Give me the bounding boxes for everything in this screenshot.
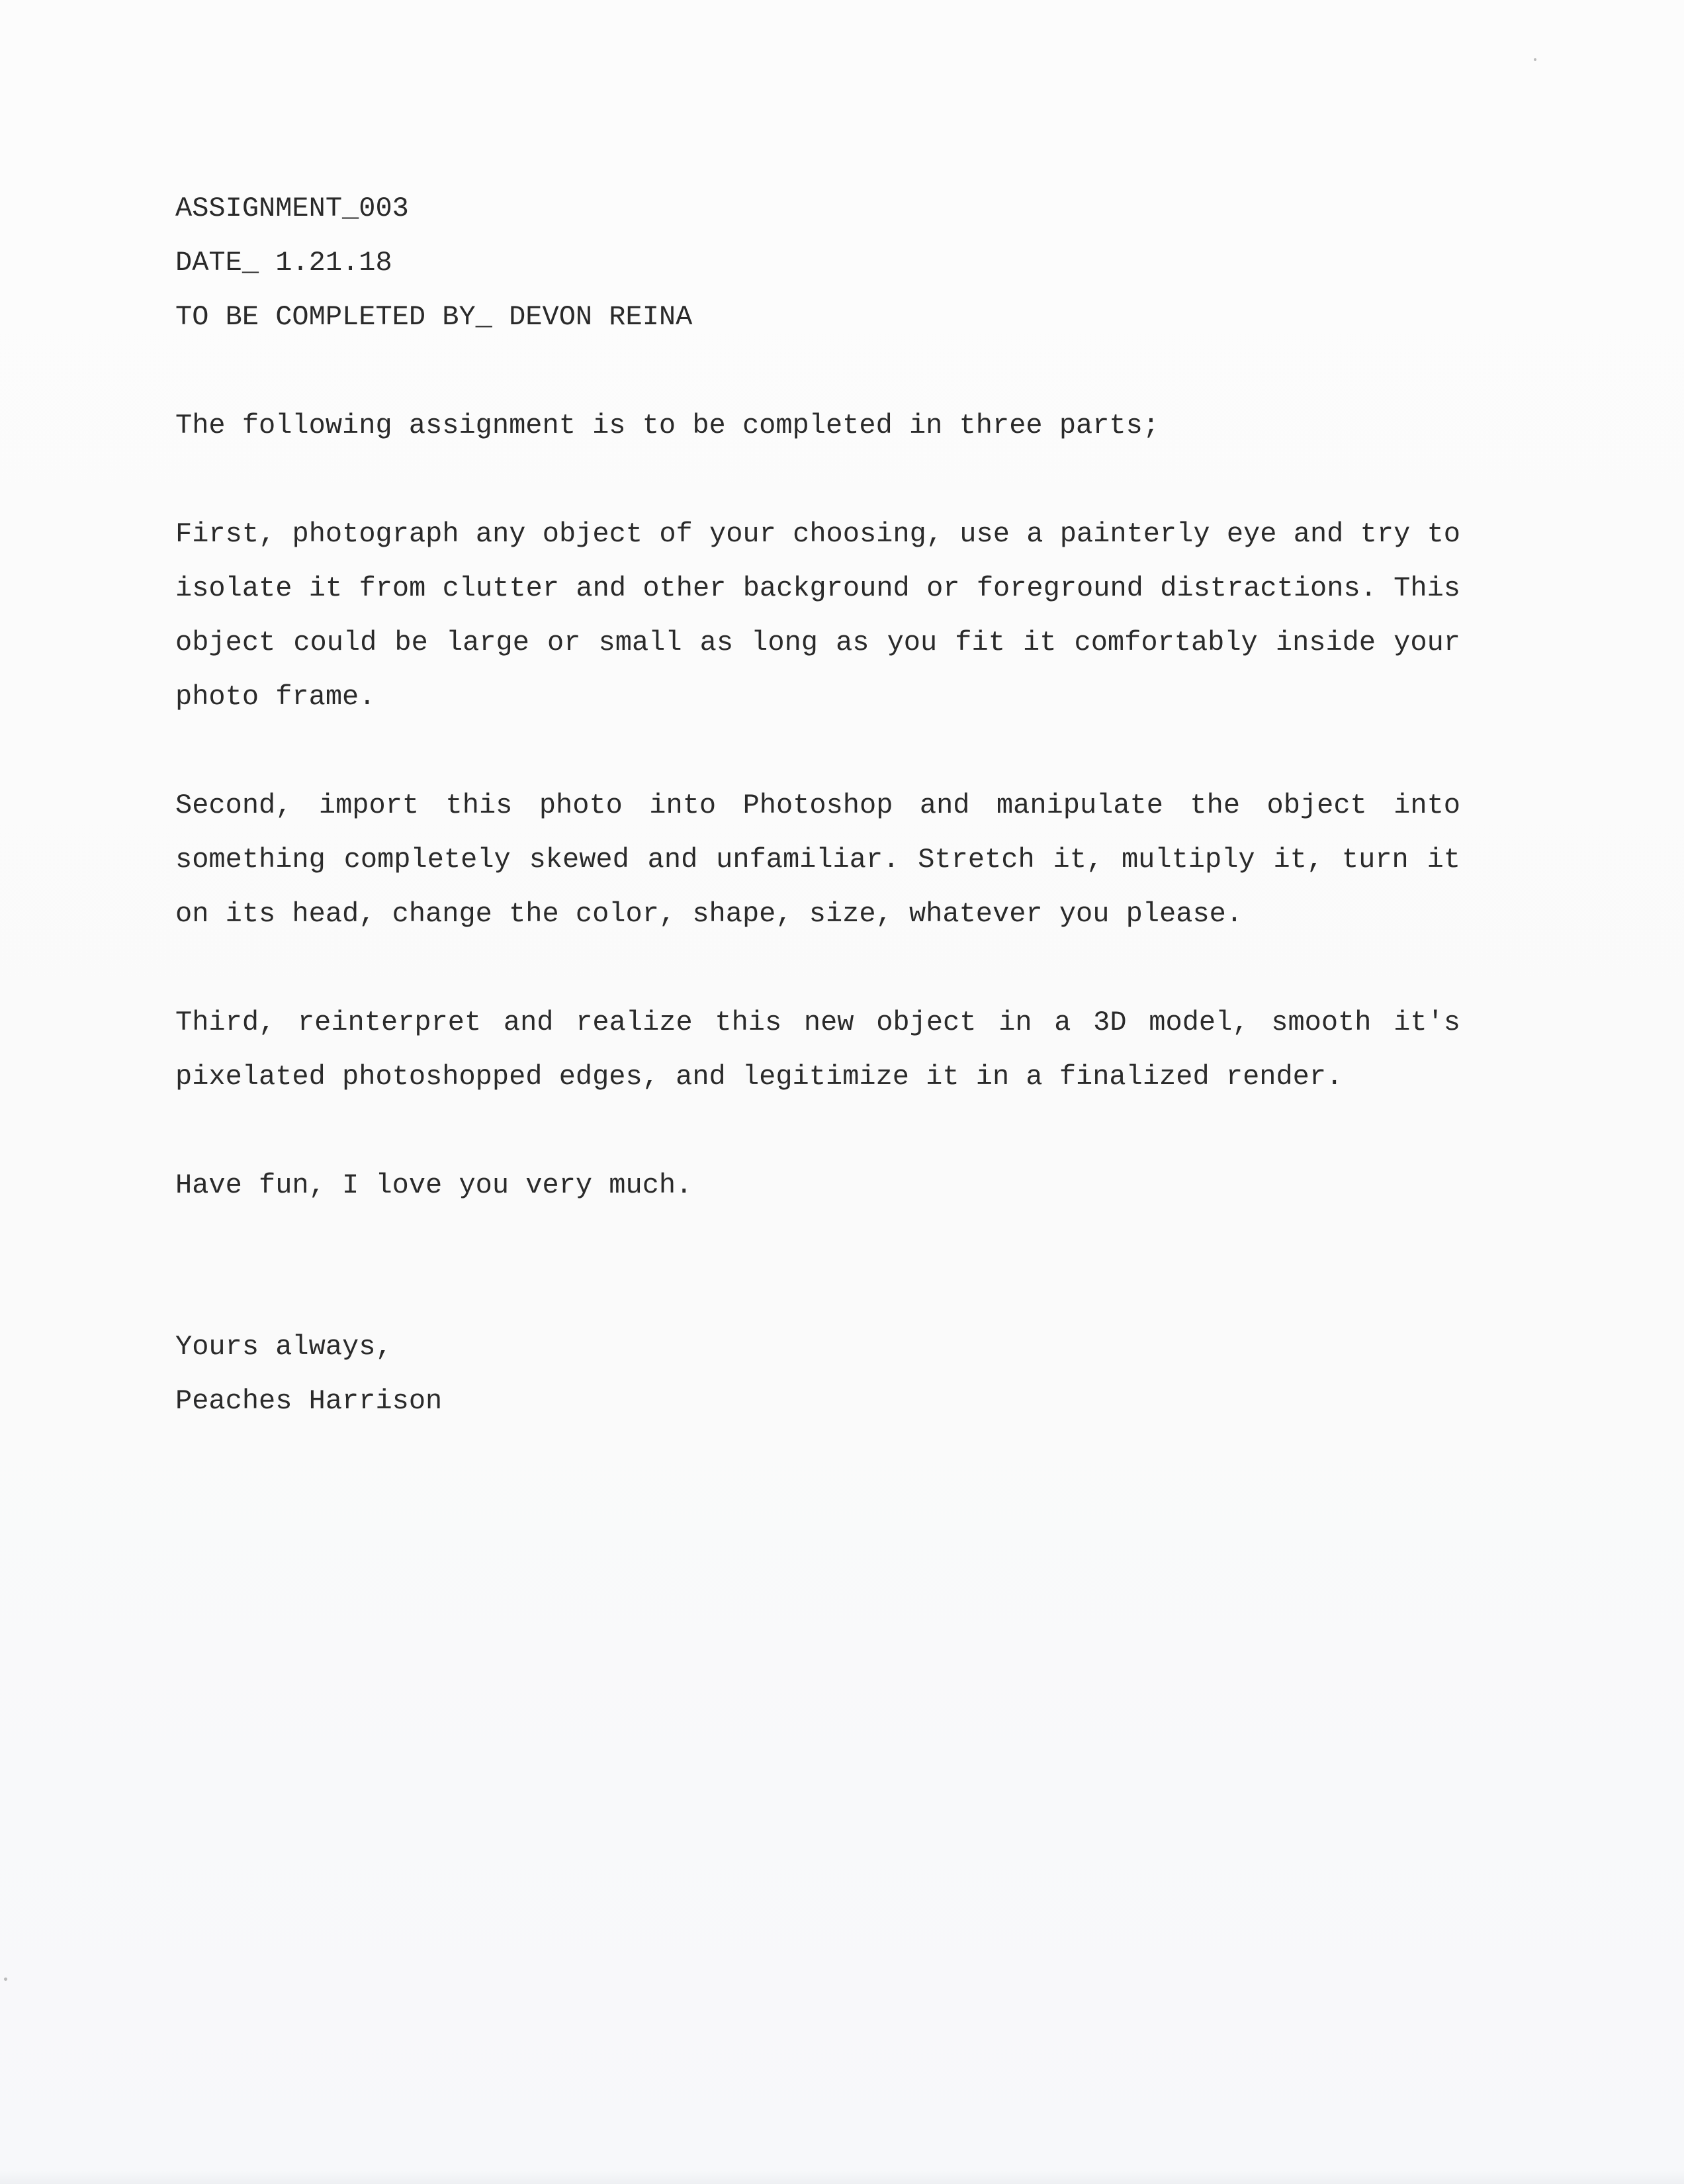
signature-name: Peaches Harrison (175, 1385, 443, 1417)
intro-paragraph: The following assignment is to be completed in three parts; (175, 410, 1160, 441)
part-two-paragraph: Second, import this photo into Photoshop and manipulate the object into something completely skewed and unfamiliar. Stretch it, multiply it, turn it on its head, change the color, shape, size, whatever you please. (175, 790, 1460, 930)
part-one-paragraph: First, photograph any object of your choosing, use a painterly eye and try to isolate it from clutter and other background or foreground distractions. This object could be large or small as long as you fit it comfortably inside your photo frame. (175, 518, 1460, 713)
scan-bottom-edge (0, 2171, 1684, 2184)
assignment-date: DATE_ 1.21.18 (175, 247, 392, 279)
scan-speck (4, 1978, 7, 1981)
assignment-number: ASSIGNMENT_003 (175, 193, 409, 224)
letter-body (175, 181, 1525, 1428)
part-three-paragraph: Third, reinterpret and realize this new object in a 3D model, smooth it's pixelated photoshopped edges, and legitimize it in a finalized render. (175, 1007, 1460, 1093)
sign-off-note: Have fun, I love you very much. (175, 1169, 693, 1201)
scan-speck (1534, 58, 1536, 61)
assignee: TO BE COMPLETED BY_ DEVON REINA (175, 301, 693, 333)
closing-salutation: Yours always, (175, 1331, 392, 1363)
